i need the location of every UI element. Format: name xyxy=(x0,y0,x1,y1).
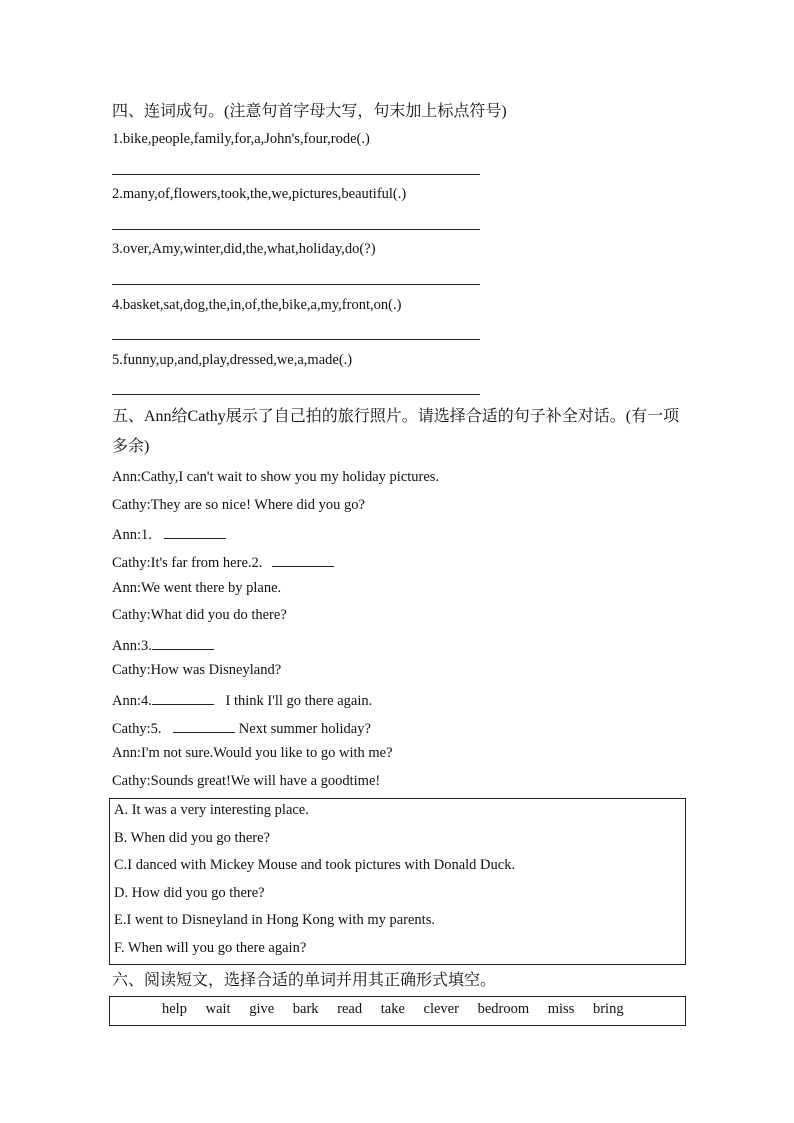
blank-2[interactable] xyxy=(272,552,334,567)
word-bank-item: bring xyxy=(592,1001,624,1017)
dialogue-text: Next summer holiday? xyxy=(238,721,371,737)
question-2: 2.many,of,flowers,took,the,we,pictures,beautiful(.) xyxy=(112,186,407,202)
word-bank-item: bedroom xyxy=(477,1001,530,1017)
blank-4[interactable] xyxy=(152,690,214,705)
word-bank-item: bark xyxy=(292,1001,319,1017)
option-a: A. It was a very interesting place. xyxy=(114,802,309,818)
option-b: B. When did you go there? xyxy=(114,830,270,846)
word-bank-item: wait xyxy=(205,1001,231,1017)
word-bank-item: give xyxy=(249,1001,275,1017)
dialogue-line xyxy=(112,718,371,738)
dialogue-line: Cathy:How was Disneyland? xyxy=(112,662,282,678)
word-bank-item: miss xyxy=(547,1001,575,1017)
dialogue-text: Cathy:5. xyxy=(112,721,162,737)
question-5: 5.funny,up,and,play,dressed,we,a,made(.) xyxy=(112,352,353,368)
word-bank-box xyxy=(109,996,686,1026)
dialogue-text: Cathy:It's far from here.2. xyxy=(112,555,263,571)
dialogue-line: Ann:Cathy,I can't wait to show you my holiday pictures. xyxy=(112,469,440,485)
option-f: F. When will you go there again? xyxy=(114,940,307,956)
dialogue-line xyxy=(112,524,226,544)
dialogue-line xyxy=(112,690,372,710)
dialogue-text: I think I'll go there again. xyxy=(225,693,373,709)
dialogue-line xyxy=(112,552,334,572)
dialogue-line: Cathy:They are so nice! Where did you go? xyxy=(112,497,365,513)
answer-line-4[interactable] xyxy=(112,339,480,340)
section-5-heading: 五、Ann给Cathy展示了自己拍的旅行照片。请选择合适的句子补全对话。(有一项多余) xyxy=(112,408,680,455)
answer-line-1[interactable] xyxy=(112,174,480,175)
word-bank-item: read xyxy=(337,1001,363,1017)
section-6-heading: 六、阅读短文，选择合适的单词并用其正确形式填空。 xyxy=(112,972,497,989)
dialogue-line: Ann:I'm not sure.Would you like to go with me? xyxy=(112,745,393,761)
dialogue-text: Ann:3. xyxy=(112,638,152,654)
question-4: 4.basket,sat,dog,the,in,of,the,bike,a,my,front,on(.) xyxy=(112,297,402,313)
option-d: D. How did you go there? xyxy=(114,885,265,901)
dialogue-line: Cathy:What did you do there? xyxy=(112,607,287,623)
word-bank-item: help xyxy=(162,1001,187,1017)
dialogue-text: Ann:4. xyxy=(112,693,152,709)
option-e: E.I went to Disneyland in Hong Kong with my parents. xyxy=(114,912,435,928)
options-box xyxy=(109,798,686,965)
question-1: 1.bike,people,family,for,a,John's,four,rode(.) xyxy=(112,131,370,147)
dialogue-line xyxy=(112,635,214,655)
dialogue-line: Ann:We went there by plane. xyxy=(112,580,282,596)
dialogue-text: Ann:1. xyxy=(112,527,152,543)
answer-line-2[interactable] xyxy=(112,229,480,230)
option-c: C.I danced with Mickey Mouse and took pictures with Donald Duck. xyxy=(114,857,516,873)
answer-line-5[interactable] xyxy=(112,394,480,395)
question-3: 3.over,Amy,winter,did,the,what,holiday,do(?) xyxy=(112,241,376,257)
word-bank-item: clever xyxy=(423,1001,459,1017)
blank-5[interactable] xyxy=(173,718,235,733)
blank-1[interactable] xyxy=(164,524,226,539)
word-bank-item: take xyxy=(380,1001,405,1017)
section-4-heading: 四、连词成句。(注意句首字母大写，句末加上标点符号) xyxy=(112,103,507,120)
blank-3[interactable] xyxy=(152,635,214,650)
dialogue-line: Cathy:Sounds great!We will have a goodtime! xyxy=(112,773,381,789)
answer-line-3[interactable] xyxy=(112,284,480,285)
word-bank xyxy=(162,1001,639,1018)
